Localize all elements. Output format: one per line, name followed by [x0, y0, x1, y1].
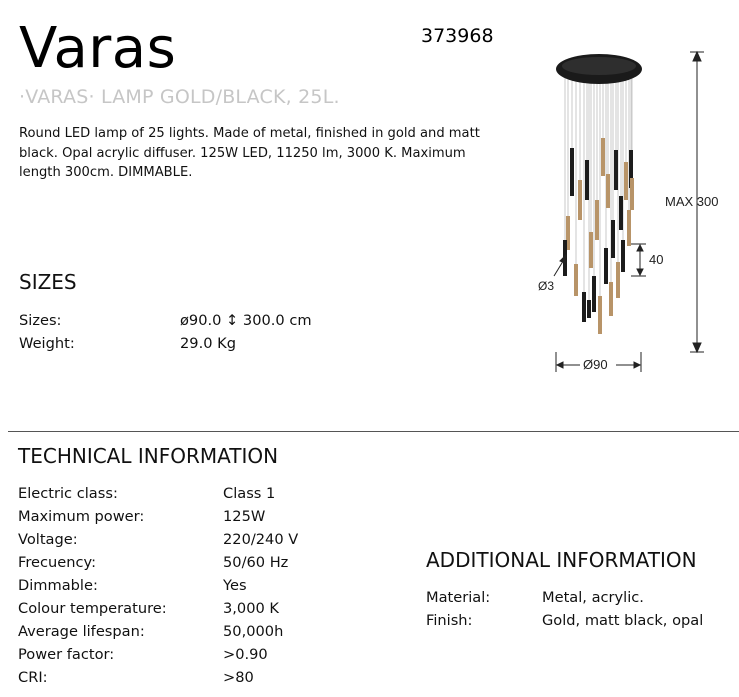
material-label: Material:: [426, 589, 491, 606]
light-rod: [630, 178, 634, 210]
light-rod: [598, 296, 602, 334]
tech-value: 220/240 V: [223, 531, 299, 548]
light-rod: [570, 148, 574, 196]
light-rod: [587, 300, 591, 318]
tech-value: >0.90: [223, 646, 268, 663]
description-line: black. Opal acrylic diffuser. 125W LED, 11250 lm, 3000 K. Maximum: [19, 145, 466, 161]
tech-value: 50/60 Hz: [223, 554, 289, 571]
light-rod: [611, 220, 615, 258]
technical-heading: TECHNICAL INFORMATION: [18, 444, 279, 468]
tech-value: Yes: [223, 577, 247, 594]
weight-value: 29.0 Kg: [180, 335, 236, 352]
light-rod: [604, 248, 608, 284]
tech-label: Colour temperature:: [18, 600, 167, 617]
tech-value: 125W: [223, 508, 266, 525]
sizes-label: Sizes:: [19, 312, 62, 329]
light-rod: [627, 210, 631, 246]
light-rod: [624, 162, 628, 200]
tech-label: CRI:: [18, 669, 48, 686]
tech-label: Frecuency:: [18, 554, 97, 571]
description-line: length 300cm. DIMMABLE.: [19, 165, 193, 180]
light-rod: [578, 180, 582, 220]
light-rod: [585, 160, 589, 200]
light-rod: [592, 276, 596, 312]
tech-label: Dimmable:: [18, 577, 98, 594]
tech-value: >80: [223, 669, 254, 686]
description-line: Round LED lamp of 25 lights. Made of metal, finished in gold and matt: [19, 126, 480, 141]
light-rod: [595, 200, 599, 240]
finish-value: Gold, matt black, opal: [542, 612, 704, 629]
tech-label: Power factor:: [18, 646, 115, 663]
product-subtitle: ·VARAS· LAMP GOLD/BLACK, 25L.: [19, 86, 340, 108]
light-rod: [614, 150, 618, 190]
rod-diameter-label: Ø3: [538, 279, 555, 293]
tech-value: 3,000 K: [223, 600, 279, 617]
light-rod: [582, 292, 586, 322]
max-length-label: MAX 300: [665, 194, 719, 209]
tech-label: Electric class:: [18, 485, 118, 502]
tech-label: Maximum power:: [18, 508, 145, 525]
weight-label: Weight:: [19, 335, 75, 352]
light-rod: [619, 196, 623, 230]
light-rod: [609, 282, 613, 316]
rod-length-dimension: [631, 244, 646, 276]
tech-value: Class 1: [223, 485, 276, 502]
light-rod: [606, 174, 610, 208]
finish-label: Finish:: [426, 612, 473, 629]
light-rod: [601, 138, 605, 176]
product-reference: 373968: [421, 25, 494, 47]
sizes-value: ø90.0 ↕ 300.0 cm: [180, 312, 312, 329]
material-value: Metal, acrylic.: [542, 589, 644, 606]
additional-heading: ADDITIONAL INFORMATION: [426, 548, 697, 572]
tech-label: Average lifespan:: [18, 623, 145, 640]
sizes-heading: SIZES: [19, 270, 77, 294]
light-rod: [621, 240, 625, 272]
canopy-top: [562, 57, 636, 75]
light-rod: [616, 262, 620, 298]
diameter-label: Ø90: [583, 357, 608, 372]
light-rod: [589, 232, 593, 268]
rod-length-label: 40: [649, 252, 664, 267]
product-title: Varas: [19, 16, 177, 81]
tech-label: Voltage:: [18, 531, 78, 548]
tech-value: 50,000h: [223, 623, 284, 640]
light-rod: [574, 264, 578, 296]
